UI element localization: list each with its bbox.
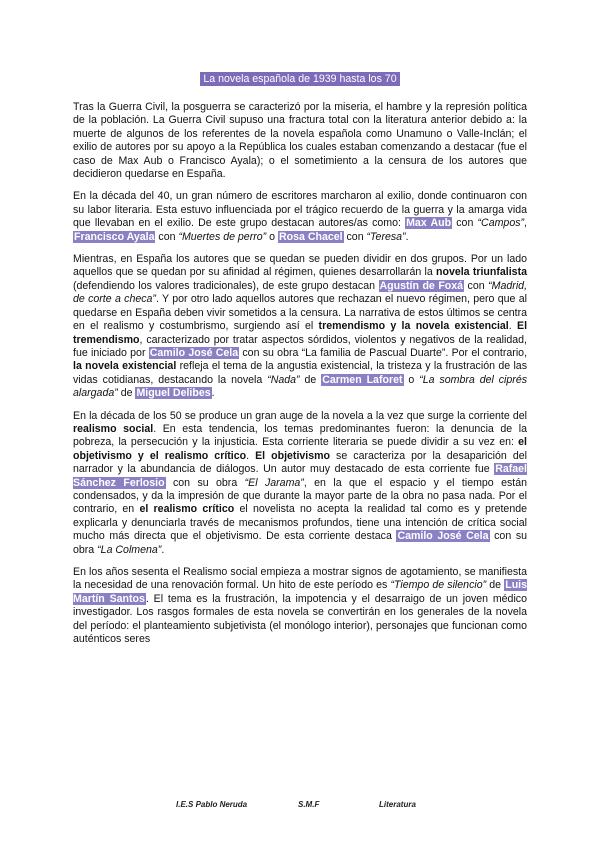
footer-initials: S.M.F (298, 800, 320, 809)
author-highlight: Camilo José Cela (397, 530, 489, 543)
work-title: “El Jarama” (244, 476, 304, 489)
page-title (0, 73, 600, 85)
paragraph-4: En la década de los 50 se produce un gran auge de la novela a la vez que surge la corriente del realismo social. En esta tendencia, los temas predominantes fueron: la denuncia de la pobreza, la persecución y la injusticia. Esta corriente literaria se puede dividir a su vez en: el objetivismo y el realismo crítico. El objetivismo se caracteriza por la desaparición del narrador y la abundancia de diálogos. Un autor muy destacado de esta corriente fue Rafael Sánchez Ferlosio con su obra “El Jarama”, en la que el espacio y el tiempo están condensados, y da la impresión de que durante la mayor parte de la obra no pasa nada. Por el contrario, en el realismo crítico el novelista no acepta la realidad tal como es y pretende explicarla y denunciarla través de mecanismos profundos, tiene una intención de crítica social mucho más directa que el objetivismo. De esta corriente destaca Camilo José Cela con su obra “La Colmena”. (73, 409, 528, 556)
work-title: “Nada” (267, 373, 300, 386)
bold-term: realismo social (73, 422, 154, 435)
author-highlight: Camilo José Cela (149, 346, 239, 359)
work-title: “La Colmena” (97, 543, 162, 556)
author-highlight: Rafael Sánchez Ferlosio (73, 463, 527, 489)
bold-term: novela triunfalista (436, 266, 527, 279)
author-highlight: Max Aub (406, 217, 452, 230)
work-title: “Madrid, de corte a checa” (73, 279, 528, 306)
bold-term: el realismo crítico (139, 503, 235, 516)
paragraph-2: En la década del 40, un gran número de escritores marcharon al exilio, donde continuaron con su labor literaria. Esta estuvo influenciada por el trágico recuerdo de la guerra y la amarga vida que llevaban en el exilio. De este grupo destacan autores/as como: Max Aub con “Campos”, Francisco Ayala con “Muertes de perro” o Rosa Chacel con “Teresa”. (73, 190, 527, 243)
document-body (73, 101, 527, 655)
footer-subject: Literatura (379, 800, 416, 809)
author-highlight: Francisco Ayala (74, 230, 155, 243)
bold-term: El objetivismo (255, 449, 331, 462)
bold-term: el objetivismo y el realismo crítico (73, 436, 527, 462)
work-title: “Teresa” (366, 230, 406, 243)
paragraph-3: Mientras, en España los autores que se quedan se pueden dividir en dos grupos. Por un lado aquellos que se quedan por su afinidad al régimen, quienes desarrollarán la novela triunfalista (defendiendo los valores tradicionales), de este grupo destacan Agustín de Foxá con “Madrid, de corte a checa”. Y por otro lado aquellos autores que rechazan el nuevo régimen, pero que al quedarse en España deben vivir sometidos a la censura. La narrativa de estos últimos se centra en el realismo y costumbrismo, surgiendo así el tremendismo y la novela existencial. El tremendismo, caracterizado por tratar aspectos sórdidos, violentos y negativos de la realidad, fue iniciado por Camilo José Cela con su obra “La familia de Pascual Duarte”. Por el contrario, la novela existencial refleja el tema de la angustia existencial, la tristeza y la frustración de las vidas cotidianas, destacando la novela “Nada” de Carmen Laforet o “La sombra del ciprés alargada” de Miguel Delibes. (73, 253, 528, 400)
title-text: La novela española de 1939 hasta los 70 (200, 72, 399, 86)
paragraph-1: Tras la Guerra Civil, la posguerra se caracterizó por la miseria, el hambre y la represión política de la población. La Guerra Civil supuso una fractura total con la literatura anterior debido a: la muerte de algunos de los referentes de la novela española como Unamuno o Valle-Inclán; el exilio de autores por su apoyo a la República los cuales estaban comenzando a destacar (fue el caso de Max Aub o Francisco Ayala); o el sometimiento a la censura de los autores que decidieron quedarse en España. (73, 101, 527, 181)
bold-term: El tremendismo (73, 320, 528, 346)
work-title: “Muertes de perro” (178, 230, 267, 243)
work-title: “Tiempo de silencio” (390, 579, 487, 592)
author-highlight: Carmen Laforet (322, 373, 403, 386)
author-highlight: Miguel Delibes (136, 387, 211, 400)
author-highlight: Luis Martín Santos (73, 579, 527, 605)
author-highlight: Rosa Chacel (278, 230, 343, 243)
work-title: “Campos” (477, 217, 525, 230)
footer-school: I.E.S Pablo Neruda (176, 800, 248, 809)
bold-term: la novela existencial (73, 360, 177, 373)
author-highlight: Agustín de Foxá (379, 279, 464, 292)
work-title: “La sombra del ciprés alargada” (73, 373, 528, 400)
bold-term: tremendismo y la novela existencial (318, 320, 509, 333)
paragraph-5: En los años sesenta el Realismo social empieza a mostrar signos de agotamiento, se manifiesta la necesidad de una renovación formal. Un hito de este período es “Tiempo de silencio” de Luis Martín Santos. El tema es la frustración, la impotencia y el desarraigo de un joven médico investigador. Los rasgos formales de esta novela se convertirán en los generales de la novela del período: el planteamiento subjetivista (el monólogo interior), personajes que funcionan como auténticos seres (73, 566, 527, 646)
